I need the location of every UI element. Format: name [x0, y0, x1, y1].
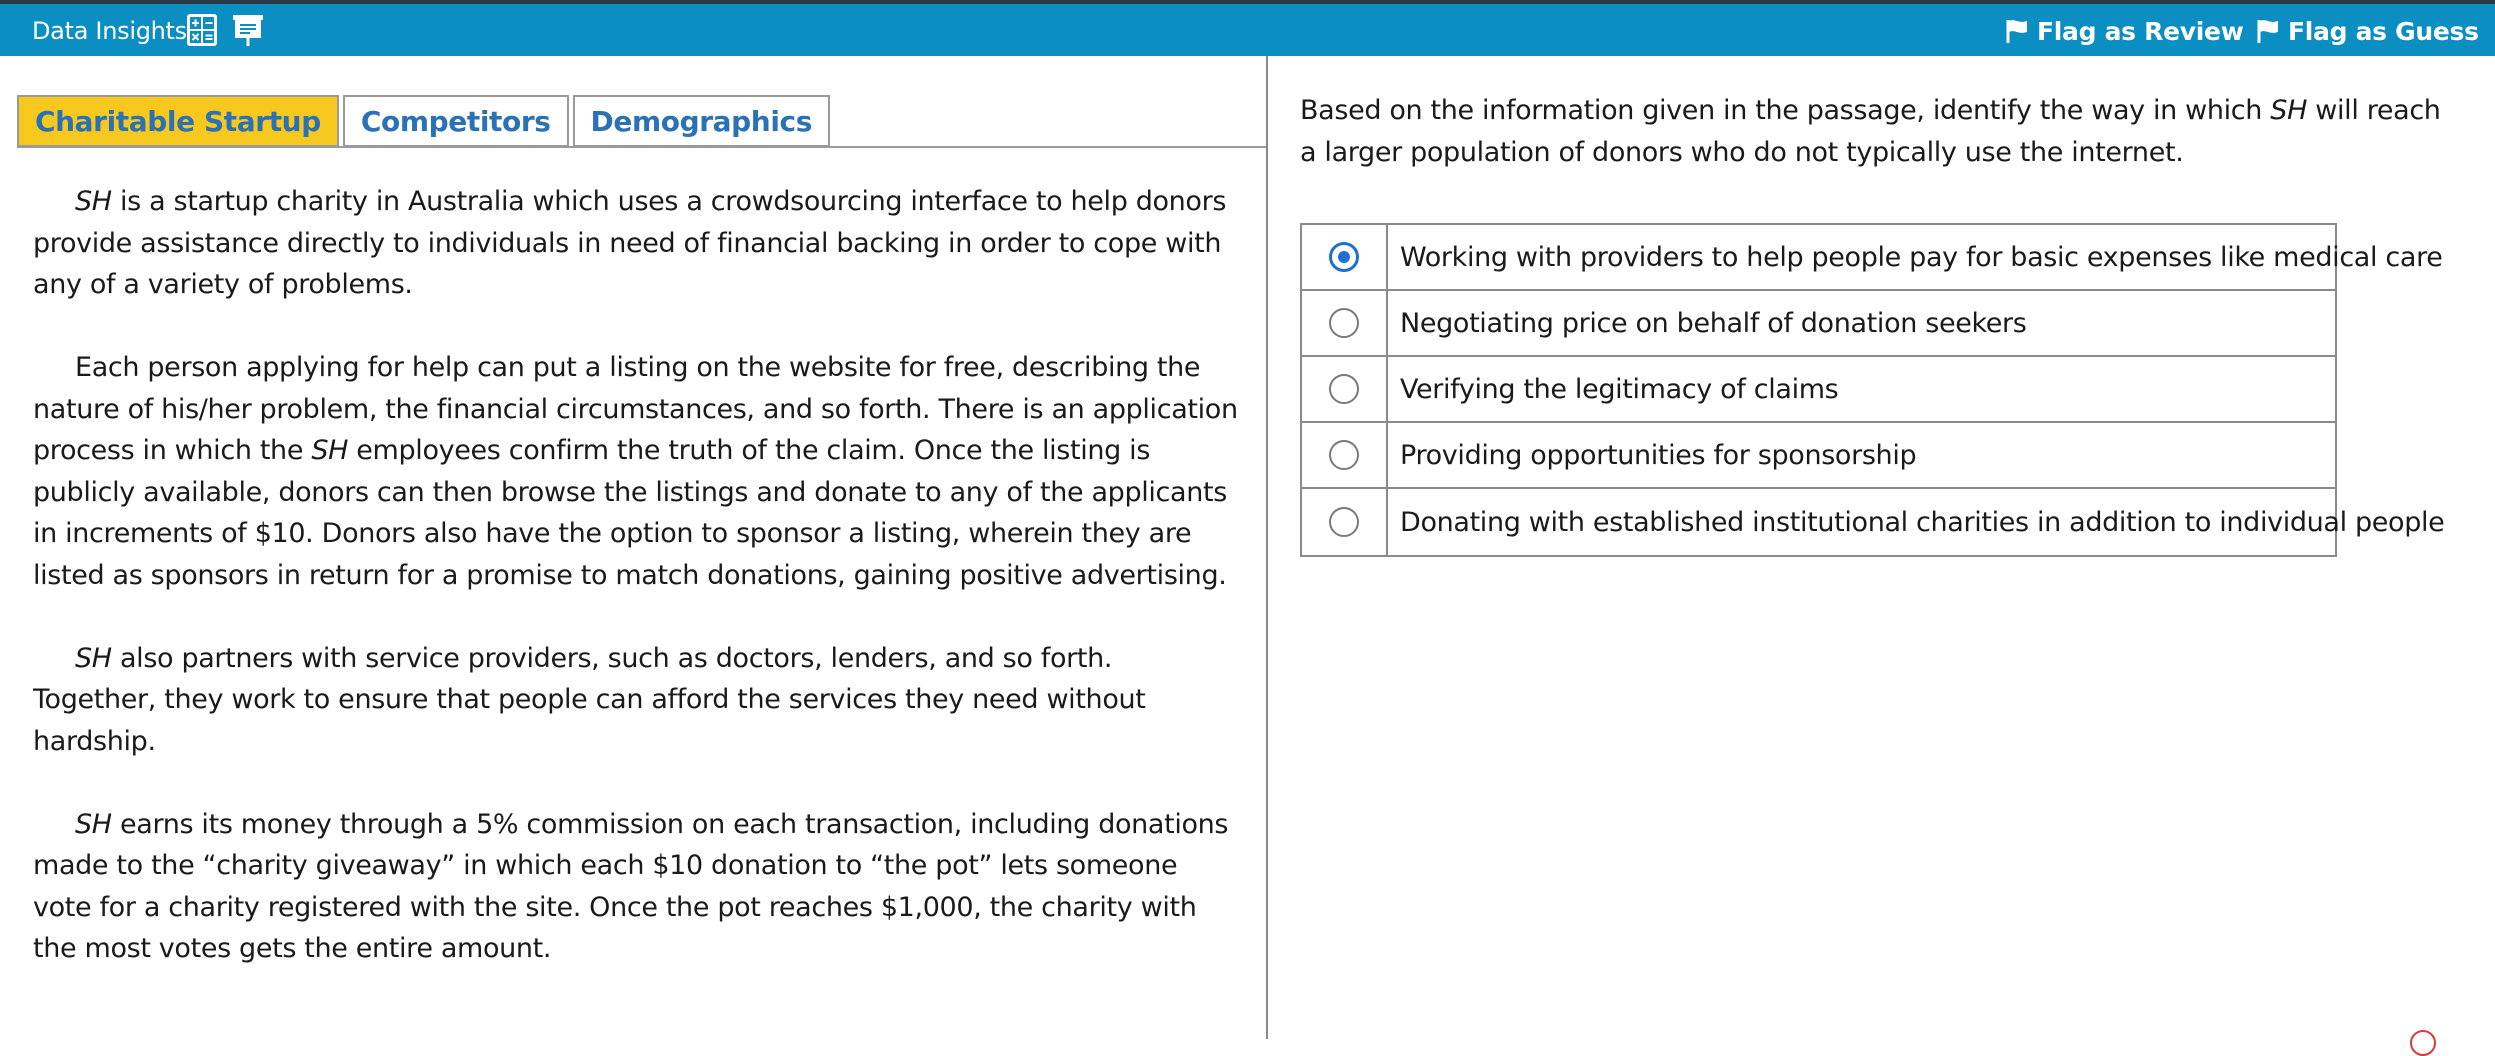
- choice-label: Providing opportunities for sponsorship: [1400, 439, 1917, 471]
- company-name: SH: [311, 435, 349, 466]
- tab-demographics[interactable]: Demographics: [573, 95, 830, 147]
- choice-label: Working with providers to help people pay for basic expenses like medical care: [1400, 241, 2443, 273]
- answer-choice-e[interactable]: [1302, 489, 2445, 555]
- choice-label: Donating with established institutional charities in addition to individual people: [1400, 506, 2445, 538]
- flag-as-guess-button[interactable]: [2256, 14, 2479, 48]
- radio-button[interactable]: [1329, 440, 1359, 470]
- answer-choice-d[interactable]: [1302, 423, 2335, 489]
- company-name: SH: [75, 186, 112, 217]
- answer-choices: [1300, 223, 2445, 557]
- radio-button[interactable]: [1329, 374, 1359, 404]
- answer-choice-c[interactable]: [1302, 357, 2335, 423]
- calculator-icon[interactable]: [186, 13, 218, 47]
- company-name: SH: [75, 642, 112, 674]
- company-name: SH: [75, 808, 112, 840]
- choice-label: Negotiating price on behalf of donation seekers: [1400, 307, 2027, 339]
- top-bar: [0, 0, 2495, 56]
- corner-indicator-icon: [2410, 1030, 2436, 1056]
- choice-label: Verifying the legitimacy of claims: [1400, 373, 1839, 405]
- flag-icon: [2005, 18, 2029, 44]
- flag-as-review-button[interactable]: [2005, 14, 2244, 48]
- radio-button[interactable]: [1329, 507, 1359, 537]
- passage: [33, 181, 1243, 1011]
- tab-divider: [17, 146, 1267, 148]
- tab-competitors[interactable]: Competitors: [343, 95, 569, 147]
- answer-choice-b[interactable]: [1302, 291, 2335, 357]
- passage-paragraph: Each person applying for help can put a listing on the website for free, describing the nature of his/her problem, the financial circumstances, and so forth. There is an application process in which the SH employees confirm the truth of the claim. Once the listing is publicly available, donors can then browse the listings and donate to any of the applicants in increments of $10. Donors also have the option to sponsor a listing, wherein they are listed as sponsors in return for a promise to match donations, gaining positive advertising.: [33, 352, 1238, 591]
- radio-button[interactable]: [1329, 308, 1359, 338]
- tab-charitable-startup[interactable]: Charitable Startup: [17, 95, 339, 147]
- flag-review-label: Flag as Review: [2037, 16, 2244, 46]
- passage-paragraph: SH also partners with service providers, such as doctors, lenders, and so forth. Together, they work to ensure that people can afford the services they need without hardship.: [33, 642, 1146, 757]
- passage-tabs: [17, 95, 830, 147]
- passage-paragraph: SH earns its money through a 5% commission on each transaction, including donations made to the “charity giveaway” in which each $10 donation to “the pot” lets someone vote for a charity registered with the site. Once the pot reaches $1,000, the charity with the most votes gets the entire amount.: [33, 808, 1229, 964]
- radio-button-selected[interactable]: [1329, 242, 1359, 272]
- passage-paragraph: SH is a startup charity in Australia which uses a crowdsourcing interface to help donors provide assistance directly to individuals in need of financial backing in order to cope with any of a variety of problems.: [33, 186, 1227, 300]
- company-name: SH: [2270, 95, 2308, 126]
- whiteboard-icon[interactable]: [232, 13, 264, 47]
- question-prompt: Based on the information given in the passage, identify the way in which SH will reach a larger population of donors who do not typically use the internet.: [1300, 95, 2441, 168]
- flag-guess-label: Flag as Guess: [2288, 16, 2479, 46]
- answer-choice-a[interactable]: [1302, 225, 2443, 291]
- app-title: Data Insights: [32, 17, 187, 45]
- flag-icon: [2256, 18, 2280, 44]
- pane-divider[interactable]: [1266, 56, 1268, 1039]
